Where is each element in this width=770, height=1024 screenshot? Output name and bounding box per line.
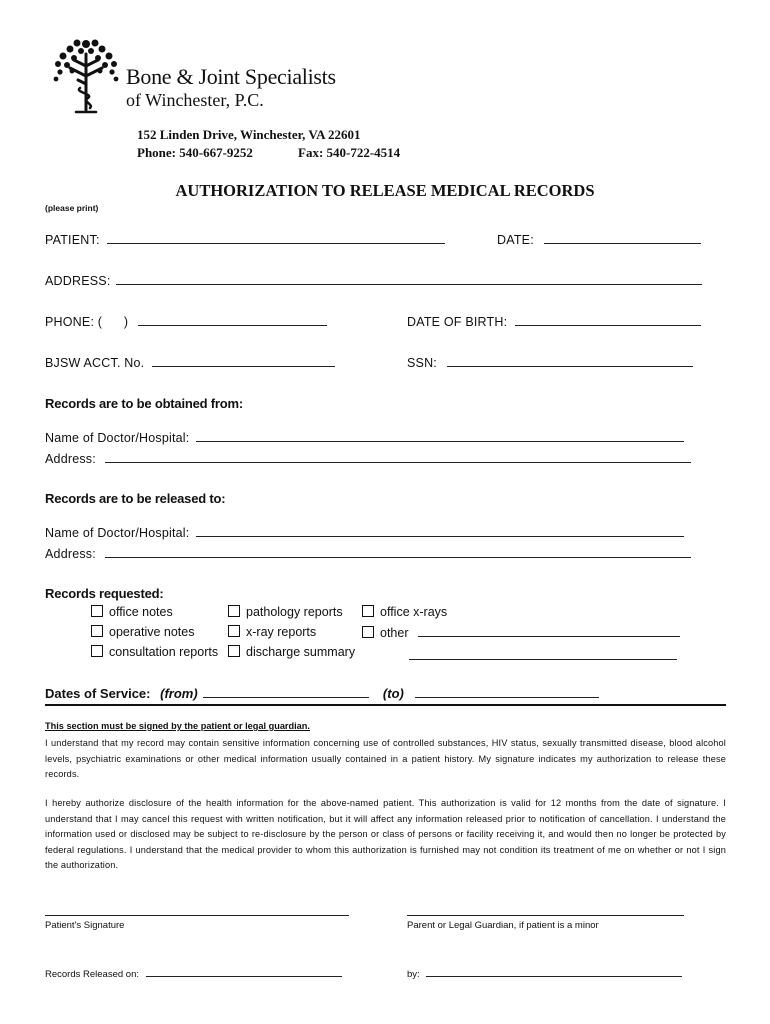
guardian-signature-label: Parent or Legal Guardian, if patient is a minor — [407, 920, 599, 931]
other-input-line[interactable] — [418, 625, 680, 637]
clinic-address: 152 Linden Drive, Winchester, VA 22601 — [137, 127, 361, 142]
patient-signature-label: Patient's Signature — [45, 920, 125, 931]
obtained-address-label: Address: — [45, 452, 96, 466]
logo-name: Bone & Joint Specialists — [126, 64, 336, 89]
checkbox[interactable] — [91, 625, 103, 637]
date-field[interactable] — [497, 231, 701, 247]
option-label: office notes — [109, 605, 173, 619]
option-pathology-reports[interactable] — [228, 605, 343, 619]
address-input-line[interactable] — [116, 272, 702, 285]
option-label: consultation reports — [109, 645, 219, 659]
patient-field[interactable] — [45, 231, 445, 247]
option-label: pathology reports — [246, 605, 343, 619]
clinic-fax: Fax: 540-722-4514 — [298, 145, 401, 160]
dates-of-service — [45, 685, 599, 701]
patient-label: PATIENT: — [45, 233, 100, 247]
dates-of-service-label: Dates of Service: — [45, 686, 151, 701]
acct-input-line[interactable] — [152, 354, 335, 367]
released-by-label: by: — [407, 969, 420, 980]
date-input-line[interactable] — [544, 231, 701, 244]
obtained-address-input-line[interactable] — [105, 450, 691, 463]
option-consultation-reports[interactable] — [91, 645, 218, 659]
other-input-line-2[interactable] — [409, 648, 677, 660]
consent-heading: This section must be signed by the patient or legal guardian. — [45, 721, 310, 731]
option-xray-reports[interactable] — [228, 625, 316, 639]
checkbox[interactable] — [228, 605, 240, 617]
from-input-line[interactable] — [203, 685, 369, 698]
section-divider — [45, 704, 726, 706]
option-label: discharge summary — [246, 645, 356, 659]
obtained-name-label: Name of Doctor/Hospital: — [45, 431, 190, 445]
option-discharge-summary[interactable] — [228, 645, 355, 659]
dob-label: DATE OF BIRTH: — [407, 315, 508, 329]
acct-label: BJSW ACCT. No. — [45, 356, 145, 370]
clinic-phone: Phone: 540-667-9252 — [137, 145, 253, 160]
tree-icon — [50, 36, 122, 114]
obtained-name-input-line[interactable] — [196, 429, 684, 442]
obtained-address-field[interactable] — [45, 450, 691, 466]
records-released-label: Records Released on: — [45, 969, 139, 980]
obtained-from-heading: Records are to be obtained from: — [45, 396, 244, 411]
dob-input-line[interactable] — [515, 313, 701, 326]
obtained-name-field[interactable] — [45, 429, 684, 445]
address-label: ADDRESS: — [45, 274, 111, 288]
checkbox[interactable] — [228, 645, 240, 657]
to-label: (to) — [382, 686, 404, 701]
ssn-field[interactable] — [407, 354, 693, 370]
consent-paragraph-2: I hereby authorize disclosure of the health information for the above-named patient. This authorization is valid for 12 months from the date of signature. I understand that I may cancel this request with written notification, but it will affect any information released prior to notification of cancellation. I understand the information used or disclosed may be subject to re-disclosure by the person or class of persons or facility receiving it, and would then no longer be protected by federal regulations. I understand that the medical provider to whom this authorization is furnished may not condition its treatment of me on whether or not I sign the authorization. — [45, 798, 726, 870]
option-operative-notes[interactable] — [91, 625, 194, 639]
patient-input-line[interactable] — [107, 231, 445, 244]
dob-field[interactable] — [407, 313, 701, 329]
from-label: (from) — [160, 686, 198, 701]
option-label: office x-rays — [380, 605, 448, 619]
date-label: DATE: — [497, 233, 534, 247]
please-print-note: (please print) — [45, 203, 99, 213]
phone-input-line[interactable] — [138, 313, 327, 326]
option-other[interactable] — [362, 625, 680, 640]
option-office-xrays[interactable] — [362, 605, 447, 619]
phone-label: PHONE: ( — [45, 315, 103, 329]
to-input-line[interactable] — [415, 685, 599, 698]
released-by-field[interactable] — [407, 966, 682, 980]
checkbox[interactable] — [228, 625, 240, 637]
checkbox[interactable] — [91, 605, 103, 617]
records-released-field[interactable] — [45, 966, 342, 980]
phone-paren-close: ) — [123, 315, 129, 329]
logo — [50, 36, 360, 116]
page-title: AUTHORIZATION TO RELEASE MEDICAL RECORDS — [175, 181, 595, 200]
checkbox[interactable] — [91, 645, 103, 657]
checkbox[interactable] — [362, 626, 374, 638]
option-label: x-ray reports — [246, 625, 317, 639]
patient-signature-line[interactable] — [45, 915, 349, 916]
consent-paragraph-1: I understand that my record may contain sensitive information concerning use of controlled substances, HIV status, sexually transmitted disease, blood alcohol levels, psychiatric examinations or other medical information usually contained in a patient history. My signature indicates my authorization to release these records. — [45, 738, 726, 779]
logo-subtitle: of Winchester, P.C. — [126, 90, 264, 110]
released-address-field[interactable] — [45, 545, 691, 561]
records-requested-heading: Records requested: — [45, 586, 164, 601]
released-to-heading: Records are to be released to: — [45, 491, 226, 506]
released-name-field[interactable] — [45, 524, 684, 540]
released-address-input-line[interactable] — [105, 545, 691, 558]
released-name-label: Name of Doctor/Hospital: — [45, 526, 190, 540]
records-released-input-line[interactable] — [146, 966, 342, 977]
checkbox[interactable] — [362, 605, 374, 617]
phone-field[interactable] — [45, 313, 327, 329]
ssn-input-line[interactable] — [447, 354, 693, 367]
released-name-input-line[interactable] — [196, 524, 684, 537]
ssn-label: SSN: — [407, 356, 437, 370]
option-label: operative notes — [109, 625, 195, 639]
option-label: other — [380, 626, 409, 640]
released-address-label: Address: — [45, 547, 96, 561]
address-field[interactable] — [45, 272, 702, 288]
option-office-notes[interactable] — [91, 605, 173, 619]
guardian-signature-line[interactable] — [407, 915, 684, 916]
acct-field[interactable] — [45, 354, 335, 370]
released-by-input-line[interactable] — [426, 966, 682, 977]
